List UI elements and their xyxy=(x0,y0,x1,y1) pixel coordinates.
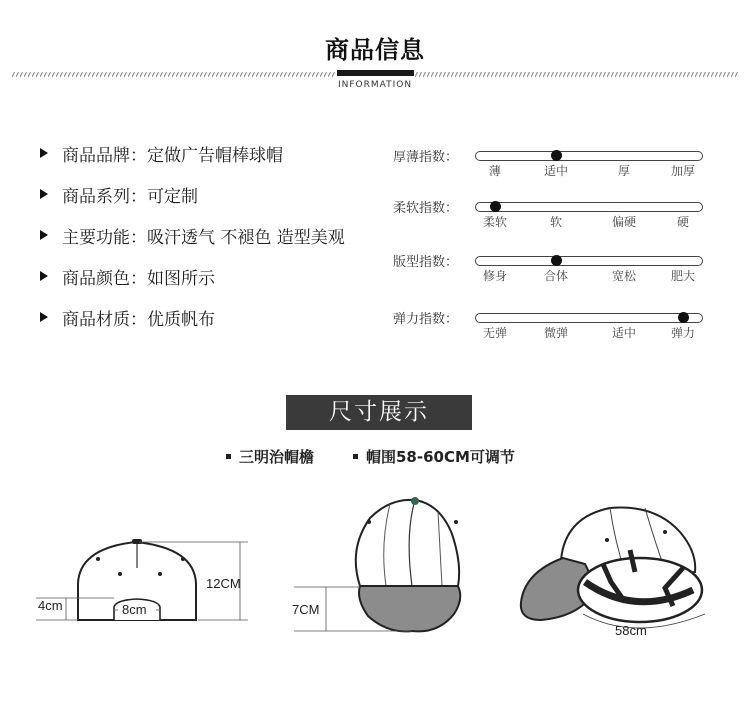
cap-front-crown xyxy=(356,500,459,586)
index-track xyxy=(475,151,703,161)
info-label: 商品材质： xyxy=(62,309,147,330)
index-marker xyxy=(490,201,501,212)
index-ticks xyxy=(393,267,713,283)
index-tick: 宽松 xyxy=(611,269,637,283)
index-tick: 柔软 xyxy=(482,215,508,229)
index-tick: 适中 xyxy=(611,326,637,340)
bullet-square-icon xyxy=(353,454,358,459)
bullet-arrow-icon xyxy=(40,271,48,281)
index-tick: 合体 xyxy=(543,269,569,283)
dim-opening-width: 8cm xyxy=(122,602,147,617)
info-label: 商品品牌： xyxy=(62,145,147,166)
index-track xyxy=(475,202,703,212)
index-tick: 偏硬 xyxy=(611,215,637,229)
index-tick: 软 xyxy=(549,215,563,229)
info-value: 优质帆布 xyxy=(147,309,215,330)
info-label: 主要功能： xyxy=(62,227,147,248)
bullet-square-icon xyxy=(226,454,231,459)
index-tick: 硬 xyxy=(676,215,690,229)
bullet-arrow-icon xyxy=(40,230,48,240)
bullet-arrow-icon xyxy=(40,312,48,322)
index-tick: 肥大 xyxy=(670,269,696,283)
cap-back-view-diagram xyxy=(36,528,256,643)
section-title-info: 商品信息 xyxy=(325,36,425,64)
index-tick: 薄 xyxy=(488,164,502,178)
info-value: 可定制 xyxy=(147,186,198,207)
softness-index xyxy=(393,197,713,237)
info-row-brand xyxy=(40,140,283,166)
cap-bottom-view-diagram xyxy=(515,502,735,652)
index-marker xyxy=(551,255,562,266)
index-marker xyxy=(678,312,689,323)
header-hatch-right xyxy=(415,72,738,77)
index-tick: 无弹 xyxy=(482,326,508,340)
index-label: 柔软指数： xyxy=(393,201,459,216)
info-label: 商品系列： xyxy=(62,186,147,207)
index-marker xyxy=(551,150,562,161)
info-row-series xyxy=(40,181,198,207)
note-text: 三明治帽檐 xyxy=(239,448,315,466)
index-track xyxy=(475,313,703,323)
index-ticks xyxy=(393,213,713,229)
index-ticks xyxy=(393,162,713,178)
dim-brim-length: 7CM xyxy=(292,602,320,617)
index-tick: 微弹 xyxy=(543,326,569,340)
fit-index xyxy=(393,251,713,291)
cap-front-view-diagram xyxy=(290,494,480,644)
note-text: 帽围58-60CM可调节 xyxy=(366,448,515,466)
info-row-color xyxy=(40,263,215,289)
info-label: 商品颜色： xyxy=(62,268,147,289)
note-brim xyxy=(226,446,314,467)
index-label: 版型指数： xyxy=(393,255,459,270)
size-section-title: 尺寸展示 xyxy=(286,395,472,430)
dim-back-height: 12CM xyxy=(206,576,241,591)
info-value: 定做广告帽棒球帽 xyxy=(147,145,283,166)
index-label: 弹力指数： xyxy=(393,312,459,327)
header-hatch-left xyxy=(12,72,335,77)
dim-circumference: 58cm xyxy=(615,623,647,638)
info-row-material xyxy=(40,304,215,330)
info-value: 如图所示 xyxy=(147,268,215,289)
thickness-index xyxy=(393,146,713,186)
index-tick: 修身 xyxy=(482,269,508,283)
index-tick: 适中 xyxy=(543,164,569,178)
index-label: 厚薄指数： xyxy=(393,150,459,165)
size-notes xyxy=(0,446,750,468)
section-subtitle: INFORMATION xyxy=(337,80,413,90)
index-tick: 厚 xyxy=(617,164,631,178)
index-ticks xyxy=(393,324,713,340)
info-value: 吸汗透气 不褪色 造型美观 xyxy=(147,227,345,248)
elasticity-index xyxy=(393,308,713,348)
bullet-arrow-icon xyxy=(40,148,48,158)
index-track xyxy=(475,256,703,266)
info-row-function xyxy=(40,222,345,248)
cap-front-brim xyxy=(359,586,460,631)
index-tick: 加厚 xyxy=(670,164,696,178)
bullet-arrow-icon xyxy=(40,189,48,199)
dim-strap-height: 4cm xyxy=(38,598,63,613)
note-circumference xyxy=(353,446,515,467)
header-accent-bar xyxy=(337,70,414,76)
index-tick: 弹力 xyxy=(670,326,696,340)
